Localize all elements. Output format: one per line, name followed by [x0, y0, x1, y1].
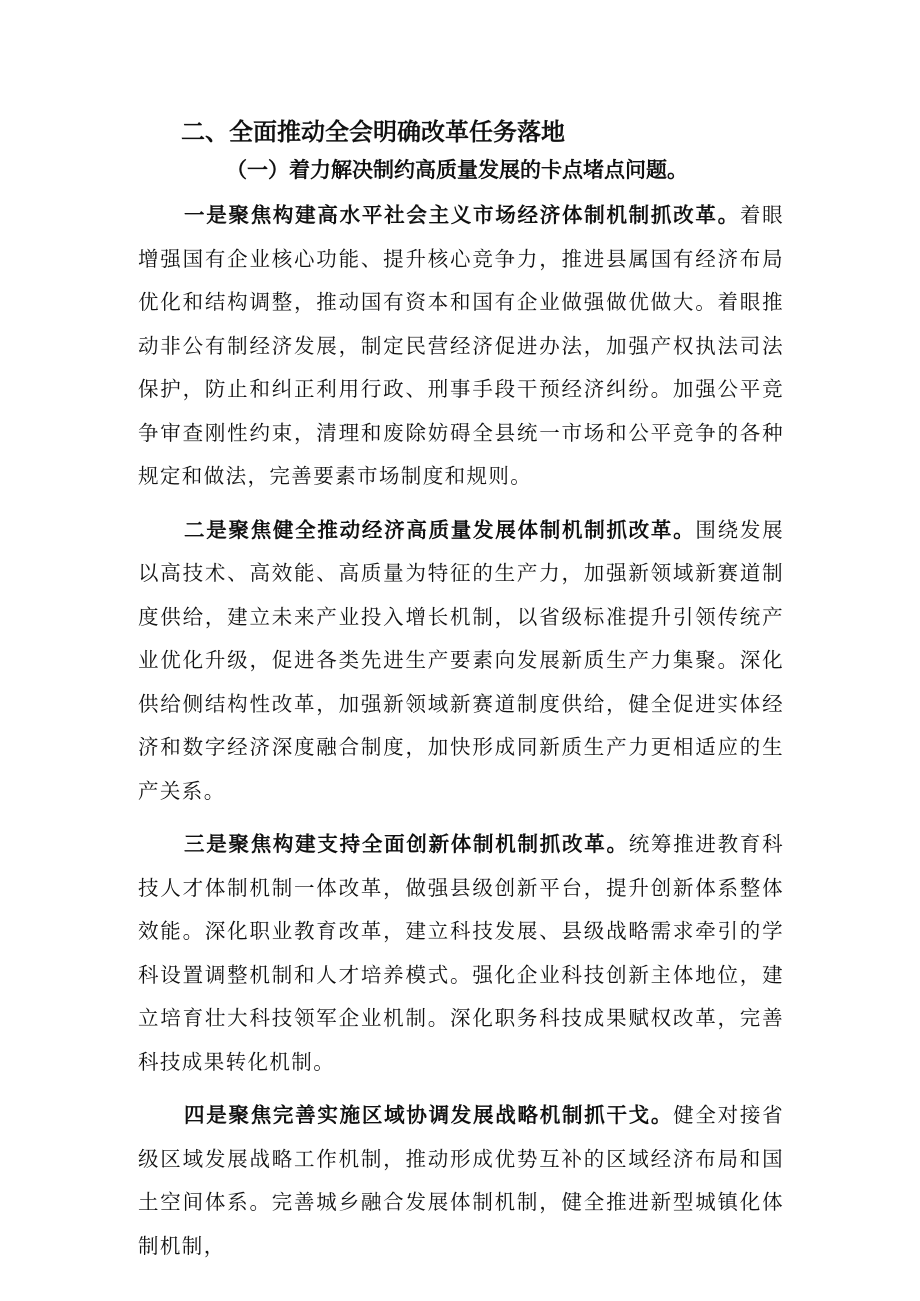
paragraph-3: [138, 823, 784, 1084]
paragraph-lead: 四是聚焦完善实施区域协调发展战略机制抓干戈。: [184, 1103, 674, 1127]
document-body: [138, 112, 784, 1278]
paragraph-2: [138, 509, 784, 814]
paragraph-lead: 二是聚焦健全推动经济高质量发展体制机制抓改革。: [184, 517, 696, 542]
subsection-heading: （一）着力解决制约高质量发展的卡点堵点问题。: [226, 157, 688, 182]
section-heading: 二、全面推动全会明确改革任务落地: [181, 118, 565, 146]
paragraph-body: 着眼增强国有企业核心功能、提升核心竞争力，推进县属国有经济布局优化和结构调整，推动国有资本和国有企业做强做优做大。着眼推动非公有制经济发展，制定民营经济促进办法，加强产权执法司法保护，防止和纠正利用行政、刑事手段干预经济纠纷。加强公平竞争审查刚性约束，清理和废除妨碍全县统一市场和公平竞争的各种规定和做法，完善要素市场制度和规则。: [138, 203, 784, 488]
paragraph-body: 围绕发展以高技术、高效能、高质量为特征的生产力，加强新领域新赛道制度供给，建立未来产业投入增长机制，以省级标准提升引领传统产业优化升级，促进各类先进生产要素向发展新质生产力集聚。深化供给侧结构性改革，加强新领域新赛道制度供给，健全促进实体经济和数字经济深度融合制度，加快形成同新质生产力更相适应的生产关系。: [138, 517, 784, 803]
paragraph-body: 健全对接省级区域发展战略工作机制，推动形成优势互补的区域经济布局和国土空间体系。完善城乡融合发展体制机制，健全推进新型城镇化体制机制，: [138, 1103, 784, 1258]
paragraph-lead: 三是聚焦构建支持全面创新体制机制抓改革。: [184, 832, 629, 856]
paragraph-lead: 一是聚焦构建高水平社会主义市场经济体制机制抓改革。: [184, 203, 740, 227]
paragraph-4: [138, 1094, 784, 1268]
paragraph-body: 统筹推进教育科技人才体制机制一体改革，做强县级创新平台，提升创新体系整体效能。深化职业教育改革，建立科技发展、县级战略需求牵引的学科设置调整机制和人才培养模式。强化企业科技创新主体地位，建立培育壮大科技领军企业机制。深化职务科技成果赋权改革，完善科技成果转化机制。: [138, 832, 784, 1074]
paragraph-1: [138, 194, 784, 499]
